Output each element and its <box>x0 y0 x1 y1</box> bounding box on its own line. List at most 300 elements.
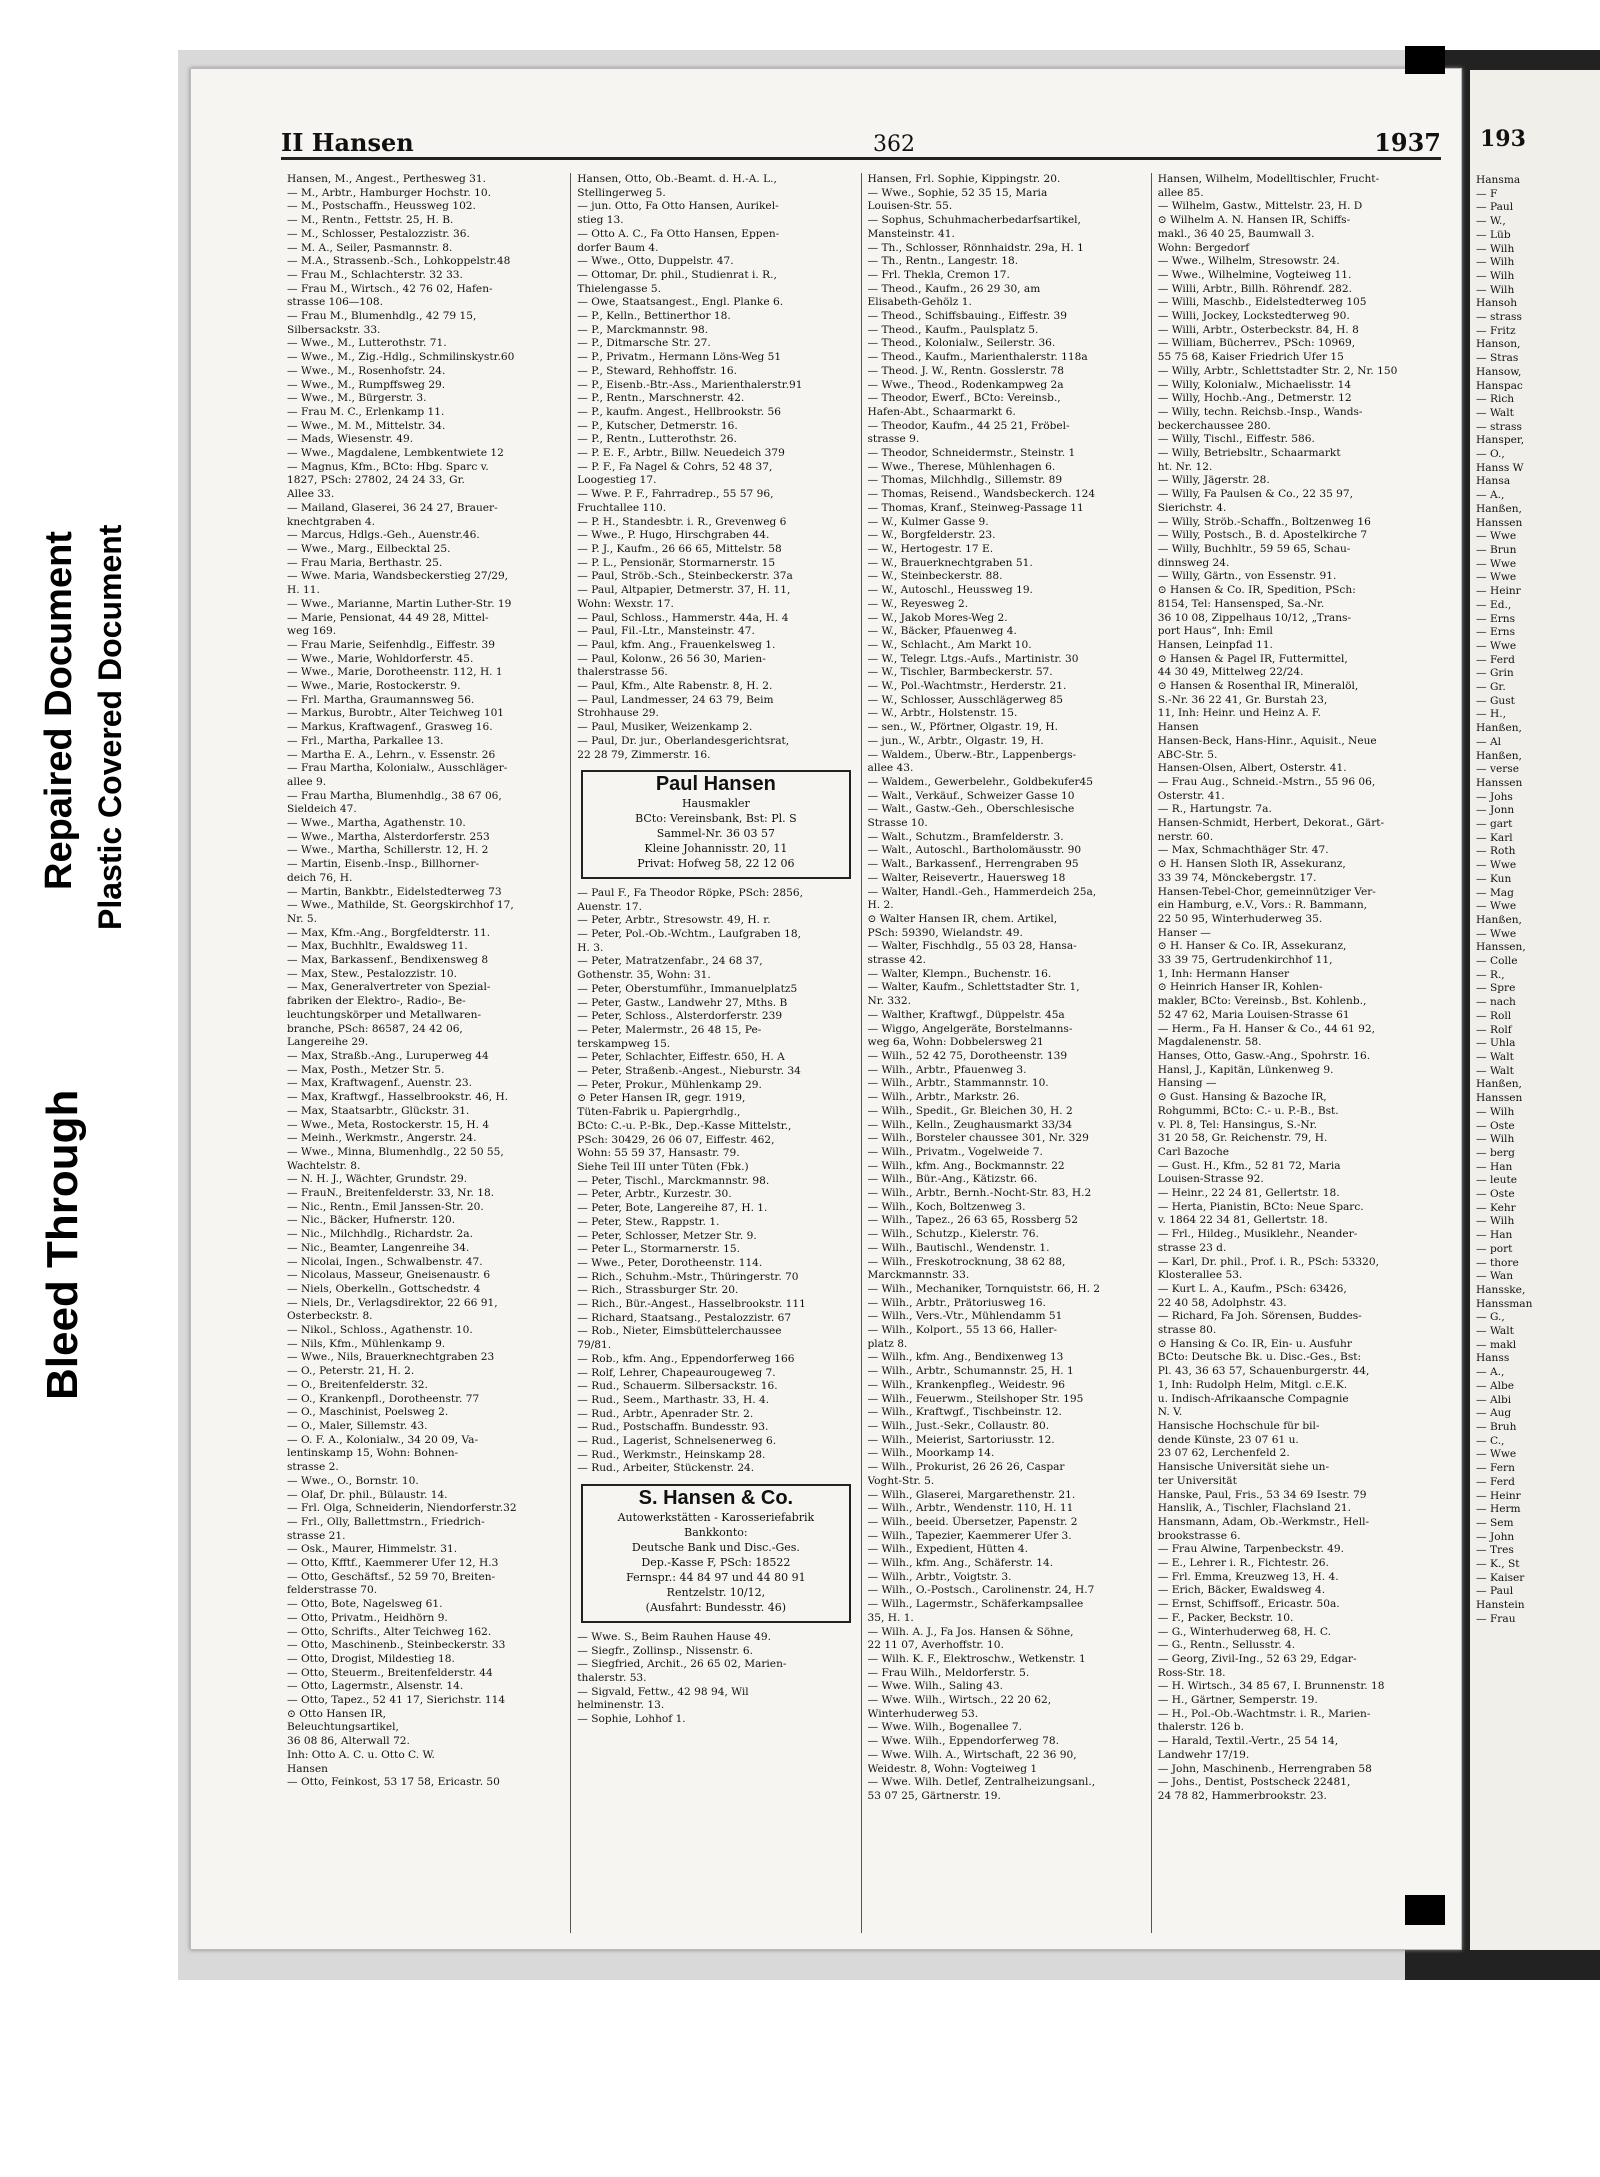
directory-entry: Stellingerweg 5. <box>577 186 666 199</box>
directory-entry: Magdalenenstr. 58. <box>1157 1036 1262 1049</box>
directory-entry: — P., Kelln., Bettinerthor 18. <box>577 310 731 323</box>
next-page-entry: — Heinr <box>1476 585 1521 598</box>
directory-entry: — O., Maschinist, Poelsweg 2. <box>287 1406 449 1419</box>
directory-entry: — Nikol., Schloss., Agathenstr. 10. <box>287 1324 473 1337</box>
directory-entry: — Wilh., kfm. Ang., Bendixenweg 13 <box>867 1351 1064 1364</box>
directory-entry: — Wilh., Arbtr., Bernh.-Nocht-Str. 83, H.2 <box>867 1187 1092 1200</box>
directory-entry: — W., Tischler, Barmbeckerstr. 57. <box>867 666 1053 679</box>
directory-entry: — Walt., Autoschl., Bartholomäusstr. 90 <box>867 844 1082 857</box>
directory-entry: — Rolf, Lehrer, Chapeaurougeweg 7. <box>577 1366 776 1379</box>
directory-entry: makl., 36 40 25, Baumwall 3. <box>1157 227 1315 240</box>
directory-entry: — W., Pol.-Wachtmstr., Herderstr. 21. <box>867 680 1067 693</box>
directory-entry: — Willy, Kolonialw., Michaelisstr. 14 <box>1157 378 1352 391</box>
next-page-entry: — Ferd <box>1476 653 1515 666</box>
directory-entry: Auenstr. 17. <box>577 900 642 913</box>
directory-entry: 22 50 95, Winterhuderweg 35. <box>1157 912 1323 925</box>
directory-entry: — Thomas, Milchhdlg., Sillemstr. 89 <box>867 474 1063 487</box>
advertisement-paul <box>581 770 850 879</box>
directory-entry: helminenstr. 13. <box>577 1699 665 1712</box>
directory-entry: — Frau Martha, Kolonialw., Ausschläger- <box>287 762 508 775</box>
directory-entry: — Wwe., O., Bornstr. 10. <box>287 1474 419 1487</box>
directory-entry: — M.A., Strassenb.-Sch., Lohkoppelstr.48 <box>287 255 511 268</box>
directory-entry: — Willi, Arbtr., Billh. Röhrendf. 282. <box>1157 282 1352 295</box>
directory-entry: Hansmann, Adam, Ob.-Werkmstr., Hell- <box>1157 1515 1370 1528</box>
next-page-entry: — John <box>1476 1530 1515 1543</box>
directory-entry: — Markus, Burobtr., Alter Teichweg 101 <box>287 707 505 720</box>
directory-entry: — W., Steinbeckerstr. 88. <box>867 570 1003 583</box>
directory-entry: Thielengasse 5. <box>577 282 661 295</box>
directory-entry: 23 07 62, Lerchenfeld 2. <box>1157 1447 1290 1460</box>
next-page-entry: Hanßen, <box>1476 502 1522 515</box>
directory-entry: — Rud., Seem., Marthastr. 33, H. 4. <box>577 1393 770 1406</box>
directory-entry: — Richard, Fa Joh. Sörensen, Buddes- <box>1157 1310 1362 1323</box>
header-section-name: II Hansen <box>281 128 414 157</box>
directory-entry: Rohgummi, BCto: C.- u. P.-B., Bst. <box>1157 1104 1339 1117</box>
directory-entry: Siehe Teil III unter Tüten (Fbk.) <box>577 1161 749 1173</box>
directory-entry: — Wwe., Otto, Duppelstr. 47. <box>577 255 734 268</box>
directory-entry: — H., Gärtner, Semperstr. 19. <box>1157 1694 1318 1707</box>
directory-entry: — Richard, Staatsang., Pestalozzistr. 67 <box>577 1311 792 1324</box>
directory-entry: — Walter, Fischhdlg., 55 03 28, Hansa- <box>867 940 1077 953</box>
side-note-repaired: Repaired Document <box>38 531 80 890</box>
directory-entry: ein Hamburg, e.V., Vors.: R. Bammann, <box>1157 899 1368 912</box>
directory-entry: — Wilh., Just.-Sekr., Collaustr. 80. <box>867 1419 1050 1432</box>
next-page-entry: — Han <box>1476 1229 1513 1242</box>
directory-entry: fabriken der Elektro-, Radio-, Be- <box>287 995 466 1008</box>
next-page-entry: Hanssen, <box>1476 941 1526 954</box>
directory-entry: — O., Peterstr. 21, H. 2. <box>287 1365 415 1378</box>
directory-entry: — Frau Alwine, Tarpenbeckstr. 49. <box>1157 1543 1345 1556</box>
directory-entry: — Frau M., Blumenhdlg., 42 79 15, <box>287 310 477 323</box>
directory-entry: — Wilh., Tapezier, Kaemmerer Ufer 3. <box>867 1529 1072 1542</box>
directory-entry: — Frau Wilh., Meldorferstr. 5. <box>867 1666 1030 1679</box>
directory-entry: — M., Arbtr., Hamburger Hochstr. 10. <box>287 186 491 199</box>
directory-entry: — sen., W., Pförtner, Olgastr. 19, H. <box>867 721 1059 734</box>
side-notes <box>0 0 190 2177</box>
directory-entry: — Max, Stew., Pestalozzistr. 10. <box>287 967 457 980</box>
directory-entry: — Sophie, Lohhof 1. <box>577 1713 686 1726</box>
directory-entry: — Karl, Dr. phil., Prof. i. R., PSch: 53320, <box>1157 1255 1379 1268</box>
directory-entry: — Rud., Postschaffn. Bundesstr. 93. <box>577 1421 769 1434</box>
directory-entry: — Otto, Feinkost, 53 17 58, Ericastr. 50 <box>287 1776 500 1789</box>
directory-entry: — Rud., Arbtr., Apenrader Str. 2. <box>577 1407 754 1420</box>
next-page-entry: — Al <box>1476 735 1501 748</box>
directory-entry: 36 10 08, Zippelhaus 10/12, „Trans- <box>1157 611 1352 624</box>
directory-entry: — Wilh., Krankenpfleg., Weidestr. 96 <box>867 1378 1066 1391</box>
directory-entry: — Peter, Arbtr., Stresowstr. 49, H. r. <box>577 914 771 927</box>
directory-entry: port Haus“, Inh: Emil <box>1157 625 1273 638</box>
directory-entry: — Frau M., Wirtsch., 42 76 02, Hafen- <box>287 282 493 295</box>
directory-entry: Strasse 10. <box>867 817 928 830</box>
directory-entry: ⊙ Peter Hansen IR, gegr. 1919, <box>577 1092 746 1105</box>
directory-entry: — Rich., Schuhm.-Mstr., Thüringerstr. 70 <box>577 1270 799 1283</box>
directory-entry: — Wwe., Magdalene, Lembkentwiete 12 <box>287 447 504 460</box>
directory-entry: — Willi, Arbtr., Osterbeckstr. 84, H. 8 <box>1157 323 1359 336</box>
next-page-entry: Hansow, <box>1476 365 1522 378</box>
directory-entry: — Max, Schmachthäger Str. 47. <box>1157 844 1329 857</box>
directory-entry: 24 78 82, Hammerbrookstr. 23. <box>1157 1789 1327 1802</box>
directory-entry: stieg 13. <box>577 214 624 227</box>
side-note-bleed-through: Bleed Through <box>38 1089 87 1400</box>
directory-entry: — jun., W., Arbtr., Olgastr. 19, H. <box>867 734 1044 747</box>
next-page-entry: Hanssen <box>1476 1092 1523 1105</box>
directory-entry: — Wilh., Kraftwgf., Tischbeinstr. 12. <box>867 1406 1062 1419</box>
next-page-entry: — Jonn <box>1476 804 1515 817</box>
directory-entry: — Wilh., Schutzp., Kielerstr. 76. <box>867 1228 1039 1241</box>
next-page-entry: — Heinr <box>1476 1489 1521 1502</box>
next-page-entry: — Wwe <box>1476 927 1517 940</box>
next-page-entry: Hanssen <box>1476 516 1523 529</box>
directory-entry: — Waldem., Überw.-Btr., Lappenbergs- <box>867 748 1077 761</box>
next-page-entry: — strass <box>1476 420 1522 433</box>
side-note-plastic-covered: Plastic Covered Document <box>92 524 128 930</box>
next-page-entry: — Walt <box>1476 406 1514 419</box>
directory-entry: — Peter, Bote, Langereihe 87, H. 1. <box>577 1202 768 1215</box>
directory-entry: 55 75 68, Kaiser Friedrich Ufer 15 <box>1157 351 1344 364</box>
directory-entry: S.-Nr. 36 22 41, Gr. Burstah 23, <box>1157 693 1328 706</box>
directory-entry: — Max, Kraftwagenf., Auenstr. 23. <box>287 1077 472 1090</box>
directory-entry: — W., Hertogestr. 17 E. <box>867 542 994 555</box>
ad-line: Bankkonto: <box>684 1525 748 1539</box>
next-page-strip <box>1470 70 1600 1950</box>
directory-entry: — Peter, Oberstumführ., Immanuelplatz5 <box>577 982 798 995</box>
directory-entry: — Marie, Pensionat, 44 49 28, Mittel- <box>287 611 489 624</box>
directory-entry: — Wilh., Lagermstr., Schäferkampsallee <box>867 1598 1084 1611</box>
directory-entry: — Martin, Bankbtr., Eidelstedterweg 73 <box>287 885 502 898</box>
directory-entry: weg 169. <box>287 625 337 638</box>
directory-entry: 52 47 62, Maria Louisen-Strasse 61 <box>1157 1008 1350 1021</box>
next-page-entry: Hanss W <box>1476 461 1524 474</box>
directory-entry: — P. J., Kaufm., 26 66 65, Mittelstr. 58 <box>577 542 782 555</box>
next-page-entry: — berg <box>1476 1146 1515 1159</box>
directory-entry: — Otto, Steuerm., Breitenfelderstr. 44 <box>287 1666 493 1679</box>
directory-entry: ⊙ H. Hansen Sloth IR, Assekuranz, <box>1157 858 1346 871</box>
directory-entry: — Wilh., Arbtr., Stammannstr. 10. <box>867 1077 1049 1090</box>
directory-entry: — Wilh., beeid. Übersetzer, Papenstr. 2 <box>867 1515 1078 1528</box>
next-page-entry: Hansoh <box>1476 297 1518 310</box>
directory-entry: — Frl., Olly, Ballettmstrn., Friedrich- <box>287 1515 485 1528</box>
next-page-entry: — K., St <box>1476 1558 1520 1571</box>
directory-entry: 35, H. 1. <box>867 1611 914 1624</box>
directory-entry: Klosterallee 53. <box>1157 1269 1243 1282</box>
ad-line: BCto: Vereinsbank, Bst: Pl. S <box>635 811 797 825</box>
next-page-entry: — Rich <box>1476 393 1515 406</box>
directory-entry: Mansteinstr. 41. <box>867 227 955 240</box>
directory-entry: Osterstr. 41. <box>1157 789 1225 802</box>
directory-entry: Louisen-Strasse 92. <box>1157 1173 1264 1186</box>
directory-entry: Sierichstr. 4. <box>1157 501 1227 514</box>
directory-entry: strasse 23 d. <box>1157 1241 1227 1254</box>
directory-entry: Hansen, Wilhelm, Modelltischler, Frucht- <box>1157 173 1380 185</box>
next-page-entry: — Bruh <box>1476 1420 1517 1433</box>
directory-entry: Hanses, Otto, Gasw.-Ang., Spohrstr. 16. <box>1157 1050 1371 1062</box>
next-page-entry: — Wilh <box>1476 1133 1515 1146</box>
ad-line: Dep.-Kasse F, PSch: 18522 <box>641 1555 791 1569</box>
ad-line: Sammel-Nr. 36 03 57 <box>656 826 776 840</box>
directory-entry: — Walter, Reisevertr., Hauersweg 18 <box>867 871 1066 884</box>
directory-entry: — Peter, Matratzenfabr., 24 68 37, <box>577 955 763 968</box>
directory-entry: BCto: Deutsche Bk. u. Disc.-Ges., Bst: <box>1157 1351 1362 1364</box>
directory-entry: 22 28 79, Zimmerstr. 16. <box>577 748 711 761</box>
directory-entry: thalerstr. 53. <box>577 1671 647 1684</box>
directory-entry: Hansen <box>287 1762 328 1775</box>
directory-entry: Gothenstr. 35, Wohn: 31. <box>577 969 711 982</box>
directory-entry: Hansen, Leinpfad 11. <box>1157 638 1273 651</box>
next-page-entry: — Wwe <box>1476 639 1517 652</box>
directory-entry: — Paul, Dr. jur., Oberlandesgerichtsrat, <box>577 734 790 747</box>
directory-entry: Fruchtallee 110. <box>577 501 667 514</box>
directory-entry: — Max, Kfm.-Ang., Borgfeldterstr. 11. <box>287 926 491 939</box>
directory-entry: — M. A., Seiler, Pasmannstr. 8. <box>287 241 453 254</box>
next-page-entry: — Walt <box>1476 1325 1514 1338</box>
directory-entry: strasse 9. <box>867 433 920 446</box>
directory-entry: H. 3. <box>577 941 604 954</box>
directory-entry: — Max, Straßb.-Ang., Luruperweg 44 <box>287 1050 489 1062</box>
directory-entry: — P., Steward, Rehhoffstr. 16. <box>577 364 738 377</box>
directory-entry: — Wilh., Arbtr., Wendenstr. 110, H. 11 <box>867 1502 1074 1515</box>
directory-entry: — Walt., Verkäuf., Schweizer Gasse 10 <box>867 789 1075 802</box>
directory-entry: — Ernst, Schiffsoff., Ericastr. 50a. <box>1157 1598 1340 1611</box>
directory-entry: leuchtungskörper und Metallwaren- <box>287 1008 482 1021</box>
directory-entry: — Peter, Gastw., Landwehr 27, Mths. B <box>577 996 788 1009</box>
directory-entry: Hansen <box>1157 721 1199 734</box>
next-page-entry: Hansa <box>1476 475 1511 488</box>
ad-line: Privat: Hofweg 58, 22 12 06 <box>637 856 795 870</box>
directory-entry: — Willy, Buchhltr., 59 59 65, Schau- <box>1157 542 1351 555</box>
directory-entry: Nr. 5. <box>287 912 318 925</box>
directory-column-3 <box>862 173 1152 1933</box>
directory-entry: weg 6a, Wohn: Dobbelersweg 21 <box>867 1036 1044 1049</box>
directory-entry: — Wwe., M., Rumpffsweg 29. <box>287 378 446 391</box>
directory-entry: — Wilh., Spedit., Gr. Bleichen 30, H. 2 <box>867 1104 1073 1117</box>
next-page-entry: — Aug <box>1476 1407 1512 1420</box>
directory-entry: — Olaf, Dr. phil., Bülaustr. 14. <box>287 1488 448 1501</box>
directory-entry: — Wilh., Bautischl., Wendenstr. 1. <box>867 1241 1050 1254</box>
directory-entry: beckerchaussee 280. <box>1157 419 1271 432</box>
directory-entry: — H., Pol.-Ob.-Wachtmstr. i. R., Marien- <box>1157 1707 1371 1720</box>
directory-entry: — Gust. H., Kfm., 52 81 72, Maria <box>1157 1159 1341 1172</box>
directory-entry: — Wilh., Arbtr., Markstr. 26. <box>867 1091 1020 1104</box>
directory-entry: 11, Inh: Heinr. und Heinz A. F. <box>1157 707 1321 720</box>
next-page-entry: — Tres <box>1476 1544 1514 1557</box>
directory-column-2 <box>571 173 861 1933</box>
ad-line: Kleine Johannisstr. 20, 11 <box>644 841 788 855</box>
directory-entry: ABC-Str. 5. <box>1157 748 1218 761</box>
directory-entry: terskampweg 15. <box>577 1037 671 1050</box>
directory-entry: — jun. Otto, Fa Otto Hansen, Aurikel- <box>577 200 779 213</box>
directory-entry: — M., Postschaffn., Heussweg 102. <box>287 200 476 213</box>
directory-entry: — Willy, Arbtr., Schlettstadter Str. 2, Nr. 150 <box>1157 364 1398 377</box>
directory-entry: — Magnus, Kfm., BCto: Hbg. Sparc v. <box>287 460 489 473</box>
next-page-entry: Hansper, <box>1476 434 1525 447</box>
directory-entry: strasse 106—108. <box>287 296 383 309</box>
next-page-entry: — Oste <box>1476 1119 1515 1132</box>
directory-entry: — Walter, Klempn., Buchenstr. 16. <box>867 967 1052 980</box>
directory-page <box>190 68 1462 1950</box>
directory-entry: — Wwe., Martha, Agathenstr. 10. <box>287 817 466 830</box>
directory-entry: Pl. 43, 36 63 57, Schauenburgerstr. 44, <box>1157 1365 1370 1378</box>
directory-entry: — O., Maler, Sillemstr. 43. <box>287 1419 428 1432</box>
directory-entry: Strohhause 29. <box>577 707 659 720</box>
directory-entry: — Wilh., Prokurist, 26 26 26, Caspar <box>867 1461 1065 1474</box>
directory-entry: — Wilh., Arbtr., Schumannstr. 25, H. 1 <box>867 1365 1074 1378</box>
directory-entry: nerstr. 60. <box>1157 830 1214 843</box>
directory-entry: Inh: Otto A. C. u. Otto C. W. <box>287 1748 435 1761</box>
directory-entry: — Frl. Olga, Schneiderin, Niendorferstr.32 <box>287 1502 517 1515</box>
directory-entry: — W., Telegr. Ltgs.-Aufs., Martinistr. 30 <box>867 652 1079 665</box>
page-header <box>281 121 1441 160</box>
next-page-column <box>1476 174 1596 1934</box>
directory-entry: — Wwe., Marie, Wohldorferstr. 45. <box>287 652 474 665</box>
directory-entry: Hansen-Olsen, Albert, Osterstr. 41. <box>1157 762 1347 775</box>
directory-entry: — Paul, Altpapier, Detmerstr. 37, H. 11, <box>577 584 791 597</box>
next-page-entry: — Paul <box>1476 201 1514 214</box>
directory-entry: strasse 2. <box>287 1461 339 1474</box>
directory-entry: — Wwe., Martha, Schillerstr. 12, H. 2 <box>287 844 489 857</box>
directory-entry: strasse 80. <box>1157 1324 1217 1337</box>
next-page-entry: — Walt <box>1476 1064 1514 1077</box>
directory-entry: 79/81. <box>577 1339 612 1352</box>
directory-entry: — P. F., Fa Nagel & Cohrs, 52 48 37, <box>577 460 773 473</box>
directory-entry: — Wilh., Glaserei, Margarethenstr. 21. <box>867 1488 1076 1501</box>
directory-entry: Nr. 332. <box>867 995 911 1008</box>
next-page-entry: — Wilh <box>1476 269 1515 282</box>
directory-entry: — Theodor, Kaufm., 44 25 21, Fröbel- <box>867 419 1070 432</box>
next-page-entry: — Roll <box>1476 1009 1512 1022</box>
directory-entry: allee 43. <box>867 762 914 775</box>
directory-entry: — Frau Marie, Seifenhdlg., Eiffestr. 39 <box>287 638 496 651</box>
directory-entry: — Wwe., Peter, Dorotheenstr. 114. <box>577 1256 763 1269</box>
directory-entry: 31 20 58, Gr. Reichenstr. 79, H. <box>1157 1132 1328 1145</box>
directory-entry: — Wwe., Nils, Brauerknechtgraben 23 <box>287 1351 495 1364</box>
directory-entry: 22 40 58, Adolphstr. 43. <box>1157 1296 1287 1309</box>
directory-entry: — Wilh., Vers.-Vtr., Mühlendamm 51 <box>867 1310 1063 1323</box>
directory-entry: — Max, Kraftwgf., Hasselbrookstr. 46, H. <box>287 1091 509 1104</box>
directory-entry: allee 9. <box>287 775 327 788</box>
directory-entry: — Wilh., Koch, Boltzenweg 3. <box>867 1200 1026 1213</box>
directory-entry: — Wilh. A. J., Fa Jos. Hansen & Söhne, <box>867 1625 1074 1638</box>
next-page-entry: — F <box>1476 187 1498 200</box>
scan-black-tab-bottom <box>1405 1895 1445 1925</box>
directory-entry: — Wilh., Bür.-Ang., Kätizstr. 66. <box>867 1173 1038 1186</box>
directory-entry: — Otto, Maschinenb., Steinbeckerstr. 33 <box>287 1639 506 1652</box>
directory-entry: Tüten-Fabrik u. Papiergrhdlg., <box>577 1106 741 1119</box>
directory-entry: — P., Privatm., Hermann Löns-Weg 51 <box>577 351 782 364</box>
directory-entry: ⊙ Walter Hansen IR, chem. Artikel, <box>867 912 1058 925</box>
directory-entry: — P., Ditmarsche Str. 27. <box>577 337 711 350</box>
directory-entry: Hanslik, A., Tischler, Flachsland 21. <box>1157 1502 1351 1515</box>
directory-columns <box>281 173 1441 1933</box>
directory-entry: — Peter L., Stormarnerstr. 15. <box>577 1243 740 1256</box>
directory-entry: — Paul, kfm. Ang., Frauenkelsweg 1. <box>577 638 776 651</box>
directory-entry: — Rud., Lagerist, Schnelsenerweg 6. <box>577 1435 777 1448</box>
directory-entry: — Wilh., Privatm., Vogelweide 7. <box>867 1145 1043 1158</box>
ad-line: Autowerkstätten - Karosseriefabrik <box>617 1510 815 1524</box>
next-page-entry: — Rolf <box>1476 1023 1512 1036</box>
directory-entry: — Wwe., Wilhelmine, Vogteiweg 11. <box>1157 268 1352 281</box>
directory-entry: — Heinr., 22 24 81, Gellertstr. 18. <box>1157 1187 1340 1200</box>
directory-entry: — Wwe., Theod., Rodenkampweg 2a <box>867 378 1064 391</box>
directory-entry: — Walt., Barkassenf., Herrengraben 95 <box>867 858 1079 871</box>
directory-entry: dende Künste, 23 07 61 u. <box>1157 1433 1299 1446</box>
next-page-entry: — Kun <box>1476 872 1512 885</box>
directory-entry: — P., Marckmannstr. 98. <box>577 323 709 336</box>
directory-entry: knechtgraben 4. <box>287 515 376 528</box>
directory-entry: — Wwe., Sophie, 52 35 15, Maria <box>867 186 1048 199</box>
directory-entry: Hansen-Beck, Hans-Hinr., Aquisit., Neue <box>1157 734 1377 747</box>
next-page-entry: — Han <box>1476 1160 1513 1173</box>
next-page-header: 193 <box>1480 126 1526 152</box>
directory-entry: — Nic., Bäcker, Hufnerstr. 120. <box>287 1214 456 1227</box>
next-page-entry: Hanstein <box>1476 1599 1525 1612</box>
directory-entry: — Wwe., M., Zig.-Hdlg., Schmilinskystr.60 <box>287 351 515 364</box>
directory-entry: — F., Packer, Beckstr. 10. <box>1157 1611 1294 1624</box>
directory-entry: — Wilh., kfm. Ang., Schäferstr. 14. <box>867 1557 1054 1570</box>
directory-entry: — Wwe., Mathilde, St. Georgskirchhof 17, <box>287 899 514 912</box>
directory-entry: — P., Rentn., Lutterothstr. 26. <box>577 433 737 446</box>
next-page-entry: — Oste <box>1476 1188 1515 1201</box>
directory-entry: — O. F. A., Kolonialw., 34 20 09, Va- <box>287 1433 479 1446</box>
directory-entry: H. 2. <box>867 899 894 912</box>
directory-entry: ⊙ Hansing & Co. IR, Ein- u. Ausfuhr <box>1157 1337 1352 1350</box>
header-page-number: 362 <box>872 132 915 157</box>
next-page-entry: — C., <box>1476 1434 1505 1447</box>
directory-entry: — P., kaufm. Angest., Hellbrookstr. 56 <box>577 405 781 418</box>
next-page-entry: — Wwe <box>1476 859 1517 872</box>
next-page-entry: Hanßen, <box>1476 722 1522 735</box>
directory-entry: Weidestr. 8, Wohn: Vogteiweg 1 <box>867 1762 1038 1775</box>
directory-entry: — Otto, Kfftf., Kaemmerer Ufer 12, H.3 <box>287 1557 499 1570</box>
next-page-entry: — A., <box>1476 1366 1505 1379</box>
directory-entry: 44 30 49, Mittelweg 22/24. <box>1157 666 1304 679</box>
directory-entry: H. 11. <box>287 584 320 597</box>
next-page-entry: — Erns <box>1476 612 1516 625</box>
directory-entry: — Owe, Staatsangest., Engl. Planke 6. <box>577 296 784 309</box>
directory-entry: — FrauN., Breitenfelderstr. 33, Nr. 18. <box>287 1187 495 1200</box>
directory-entry: — W., Bäcker, Pfauenweg 4. <box>867 625 1017 638</box>
directory-entry: — O., Breitenfelderstr. 32. <box>287 1378 428 1391</box>
directory-entry: — Willy, techn. Reichsb.-Insp., Wands- <box>1157 405 1363 418</box>
directory-entry: — Frau M. C., Erlenkamp 11. <box>287 405 445 418</box>
directory-entry: Wohn: Wexstr. 17. <box>577 597 674 610</box>
directory-entry: Wohn: 55 59 37, Hansastr. 79. <box>577 1147 740 1160</box>
directory-entry: — Theod., Kaufm., Marienthalerstr. 118a <box>867 351 1088 364</box>
directory-entry: ⊙ Hansen & Co. IR, Spedition, PSch: <box>1157 584 1356 597</box>
directory-entry: — Otto A. C., Fa Otto Hansen, Eppen- <box>577 227 780 240</box>
next-page-entry: — R., <box>1476 968 1505 981</box>
directory-entry: — P., Eisenb.-Btr.-Ass., Marienthalerstr.91 <box>577 378 803 391</box>
scan-black-tab <box>1405 46 1445 74</box>
directory-entry: — John, Maschinenb., Herrengraben 58 <box>1157 1762 1372 1775</box>
directory-entry: — Kurt L. A., Kaufm., PSch: 63426, <box>1157 1282 1347 1295</box>
directory-entry: — Wwe. P. F., Fahrradrep., 55 57 96, <box>577 488 774 501</box>
directory-entry: strasse 21. <box>287 1529 346 1542</box>
directory-entry: ⊙ H. Hanser & Co. IR, Assekuranz, <box>1157 940 1347 953</box>
directory-entry: branche, PSch: 86587, 24 42 06, <box>287 1022 463 1035</box>
directory-entry: — William, Bücherrev., PSch: 10969, <box>1157 337 1356 350</box>
directory-entry: — Paul F., Fa Theodor Röpke, PSch: 2856, <box>577 886 803 899</box>
directory-entry: — P. H., Standesbtr. i. R., Grevenweg 6 <box>577 515 787 528</box>
directory-entry: — Wwe. Maria, Wandsbeckerstieg 27/29, <box>287 570 509 583</box>
next-page-entry: — makl <box>1476 1338 1517 1351</box>
directory-entry: — Frau Aug., Schneid.-Mstrn., 55 96 06, <box>1157 775 1376 788</box>
directory-entry: — W., Kulmer Gasse 9. <box>867 515 989 528</box>
next-page-entry: — Wilh <box>1476 283 1515 296</box>
directory-entry: — Erich, Bäcker, Ewaldsweg 4. <box>1157 1584 1326 1597</box>
directory-entry: — Max, Posth., Metzer Str. 5. <box>287 1063 445 1076</box>
directory-entry: — W., Schlosser, Ausschlägerweg 85 <box>867 693 1064 706</box>
ad-line: Fernspr.: 44 84 97 und 44 80 91 <box>626 1570 806 1584</box>
